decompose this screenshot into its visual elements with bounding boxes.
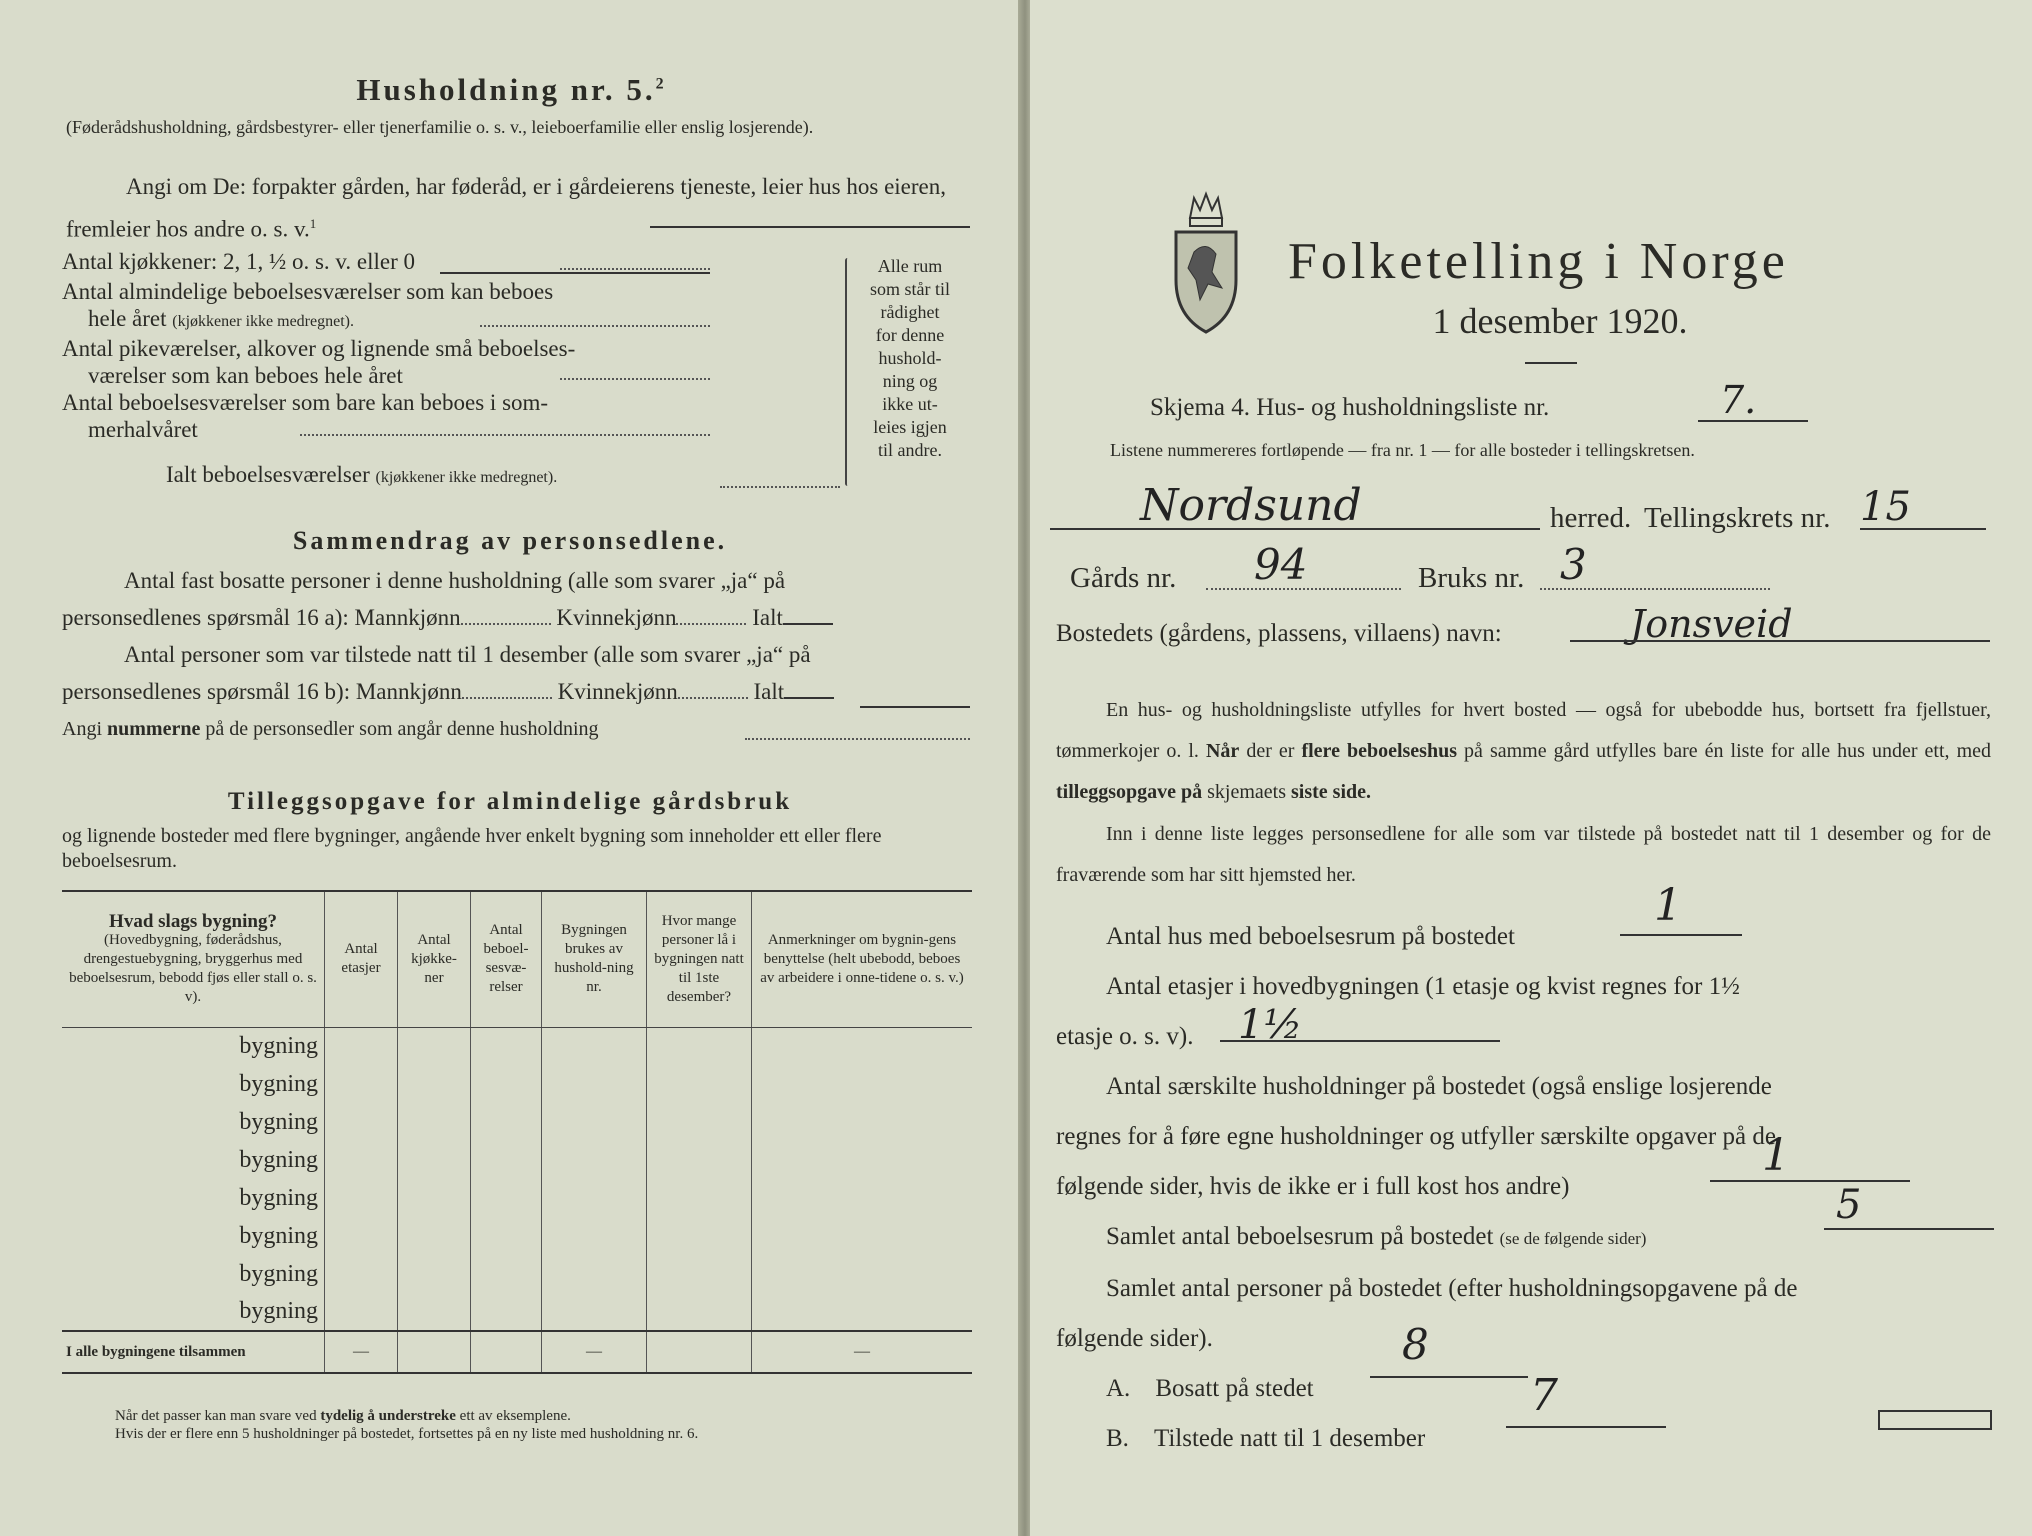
angi-question: Angi om De: forpakter gården, har føderåd, er i gårdeierens tjeneste, leier hus hos eieren, fremleier hos andre o. s. v.$^1$ bbox=[66, 174, 946, 242]
bruks-label: Bruks nr. bbox=[1418, 562, 1525, 594]
angi-nummerne: Angi nummerne på de personsedler som angår denne husholdning bbox=[62, 718, 599, 740]
skjema-value: 7. bbox=[1720, 378, 1757, 422]
q-etasjer-2: etasje o. s. v). bbox=[1056, 1023, 1194, 1050]
q-husholdninger-2: regnes for å føre egne husholdninger og utfyller særskilte opgaver på de bbox=[1056, 1123, 1776, 1150]
printer-stamp bbox=[1878, 1410, 1992, 1430]
alm-answer bbox=[480, 325, 710, 327]
table-row: bygning bbox=[62, 1027, 972, 1065]
herred-label: herred. bbox=[1550, 502, 1632, 534]
q-personer-1: Samlet antal personer på bostedet (efter husholdningsopgavene på de bbox=[1106, 1275, 1798, 1302]
col-header-vaerelser: Antal beboel-sesvæ-relser bbox=[471, 891, 542, 1027]
q-bosatt: A. Bosatt på stedet bbox=[1106, 1375, 1314, 1402]
right-page bbox=[1030, 0, 2032, 1536]
col-header-kjokkener: Antal kjøkke-ner bbox=[398, 891, 471, 1027]
ialt-answer bbox=[720, 486, 840, 488]
rum-underline bbox=[1824, 1228, 1994, 1230]
q-husholdninger-3: følgende sider, hvis de ikke er i full kost hos andre) bbox=[1056, 1173, 1570, 1200]
q-ialt: Ialt beboelsesværelser (kjøkkener ikke medregnet). bbox=[166, 462, 558, 487]
q-kjokken: Antal kjøkkener: 2, 1, ½ o. s. v. eller 0 bbox=[62, 249, 416, 274]
sommer-answer bbox=[300, 434, 710, 436]
household-heading: Husholdning nr. 5.$^2$ bbox=[356, 72, 664, 107]
q-rum: Samlet antal beboelsesrum på bostedet (se de følgende sider) bbox=[1106, 1223, 1647, 1250]
title-rule bbox=[1525, 362, 1577, 364]
gards-label: Gårds nr. bbox=[1070, 562, 1177, 594]
col-header-etasjer: Antal etasjer bbox=[325, 891, 398, 1027]
bosatt-underline bbox=[1370, 1376, 1528, 1378]
kjokken-line bbox=[440, 272, 710, 274]
tellingskrets-label: Tellingskrets nr. bbox=[1644, 502, 1831, 534]
table-row: bygning bbox=[62, 1179, 972, 1217]
q-alm-2: hele året (kjøkkener ikke medregnet). bbox=[88, 306, 354, 331]
gards-underline bbox=[1206, 588, 1401, 590]
col-header-anmerkninger: Anmerkninger om bygnin-gens benyttelse (helt ubebodd, beboes av arbeidere i onne-tidene o. s. v.) bbox=[752, 891, 973, 1027]
pike-answer bbox=[560, 378, 710, 380]
tellingskrets-value: 15 bbox=[1860, 484, 1911, 530]
sammendrag-title: Sammendrag av personsedlene. bbox=[292, 526, 728, 555]
skjema-underline bbox=[1698, 420, 1808, 422]
q-alm-1: Antal almindelige beboelsesværelser som kan beboes bbox=[62, 279, 554, 304]
coat-of-arms-icon bbox=[1170, 188, 1242, 336]
q-pike-2: værelser som kan beboes hele året bbox=[88, 363, 403, 388]
nummerne-answer bbox=[745, 738, 970, 740]
col-header-type: Hvad slags bygning? (Hovedbygning, føderådshus, drengestuebygning, bryggerhus med beboelsesrum, bebodd fjøs eller stall o. s. v). bbox=[62, 891, 325, 1027]
q-sommer-2: merhalvåret bbox=[88, 417, 198, 442]
col-header-husholdning: Bygningen brukes av hushold-ning nr. bbox=[542, 891, 647, 1027]
table-row: bygning bbox=[62, 1141, 972, 1179]
q-hus: Antal hus med beboelsesrum på bostedet bbox=[1106, 923, 1515, 950]
rooms-questions bbox=[62, 248, 575, 491]
angi-answer-line bbox=[650, 226, 970, 228]
q-tilstede: B. Tilstede natt til 1 desember bbox=[1106, 1425, 1426, 1452]
building-table bbox=[62, 890, 972, 1374]
table-row: bygning bbox=[62, 1065, 972, 1103]
husholdninger-underline bbox=[1710, 1180, 1910, 1182]
instructions-2: Inn i denne liste legges personsedlene for alle som var tilstede på bostedet natt til 1 desember og for de fraværende som har sitt hjemsted her. bbox=[1056, 823, 1991, 886]
col-header-personer: Hvor mange personer lå i bygningen natt til 1ste desember? bbox=[647, 891, 752, 1027]
tilstede-value: 7 bbox=[1530, 1370, 1558, 1421]
table-total-row: I alle bygningene tilsammen — — — bbox=[62, 1331, 972, 1373]
tilstede-underline bbox=[1506, 1426, 1666, 1428]
bosatt-value: 8 bbox=[1402, 1320, 1429, 1369]
instructions-1: En hus- og husholdningsliste utfylles for hvert bosted — også for ubebodde hus, bortsett fra fjellstuer, tømmerkojer o. l. Når der er flere beboelseshus på samme gård utfylles bare én liste for alle hus under ett, med tilleggsopgave på skjemaets siste side. bbox=[1056, 699, 1992, 803]
tillegg-text: og lignende bosteder med flere bygninger, angående hver enkelt bygning som inneholder ett eller flere beboelsesrum. bbox=[62, 825, 882, 872]
hus-value: 1 bbox=[1654, 880, 1682, 931]
bruks-underline bbox=[1540, 588, 1770, 590]
hus-underline bbox=[1620, 934, 1742, 936]
tellingskrets-underline bbox=[1860, 528, 1986, 530]
footnotes: Når det passer kan man svare ved tydelig å understreke ett av eksemplene. Hvis der er flere enn 5 husholdninger på bostedet, fortsettes på en ny liste med husholdning nr. 6. bbox=[115, 1408, 699, 1442]
bosted-value: Jonsveid bbox=[1630, 602, 1793, 646]
kjokken-answer bbox=[560, 268, 710, 270]
side-note: Alle rum som står til rådighet for denne hushold- ning og ikke ut- leies igjen til andre. bbox=[870, 256, 950, 460]
bosted-underline bbox=[1570, 640, 1990, 642]
rum-value: 5 bbox=[1836, 1182, 1862, 1228]
gards-value: 94 bbox=[1254, 540, 1308, 589]
etasjer-underline bbox=[1220, 1040, 1500, 1042]
q-pike-1: Antal pikeværelser, alkover og lignende små beboelses- bbox=[62, 336, 576, 361]
tillegg-title: Tilleggsopgave for almindelige gårdsbruk bbox=[227, 788, 793, 815]
bosted-label: Bostedets (gårdens, plassens, villaens) navn: bbox=[1056, 620, 1502, 647]
form-date: 1 desember 1920. bbox=[1432, 301, 1688, 341]
q-personer-2: følgende sider). bbox=[1056, 1325, 1213, 1352]
herred-underline bbox=[1050, 528, 1540, 530]
form-title: Folketelling i Norge bbox=[1288, 233, 1789, 290]
q-husholdninger-1: Antal særskilte husholdninger på bostedet (også enslige losjerende bbox=[1106, 1073, 1772, 1100]
ialt-underline bbox=[860, 706, 970, 708]
table-row: bygning bbox=[62, 1217, 972, 1255]
household-subtext: (Føderådshusholdning, gårdsbestyrer- eller tjenerfamilie o. s. v., leieboerfamilie eller enslig losjerende). bbox=[66, 117, 814, 137]
sammendrag-text: Antal fast bosatte personer i denne husholdning (alle som svarer „ja“ på personsedlenes spørsmål 16 a): Mannkjønn Kvinnekjønn Ialt Antal personer som var tilstede natt til 1 desember (alle som svarer „ja“ på personsedlenes spørsmål 16 b): Mannkjønn Kvinnekjønn Ialt bbox=[62, 562, 972, 710]
q-etasjer-1: Antal etasjer i hovedbygningen (1 etasje og kvist regnes for 1½ bbox=[1106, 973, 1740, 1000]
bruks-value: 3 bbox=[1560, 540, 1587, 589]
table-row: bygning bbox=[62, 1103, 972, 1141]
table-row: bygning bbox=[62, 1255, 972, 1293]
herred-value: Nordsund bbox=[1140, 480, 1362, 531]
q-sommer-1: Antal beboelsesværelser som bare kan beboes i som- bbox=[62, 390, 549, 415]
etasjer-value: 1½ bbox=[1238, 1002, 1303, 1048]
table-row: bygning bbox=[62, 1293, 972, 1331]
husholdninger-value: 1 bbox=[1762, 1130, 1790, 1181]
listene-note: Listene nummereres fortløpende — fra nr. 1 — for alle bosteder i tellingskretsen. bbox=[1110, 440, 1695, 460]
skjema-line: Skjema 4. Hus- og husholdningsliste nr. bbox=[1150, 394, 1550, 421]
